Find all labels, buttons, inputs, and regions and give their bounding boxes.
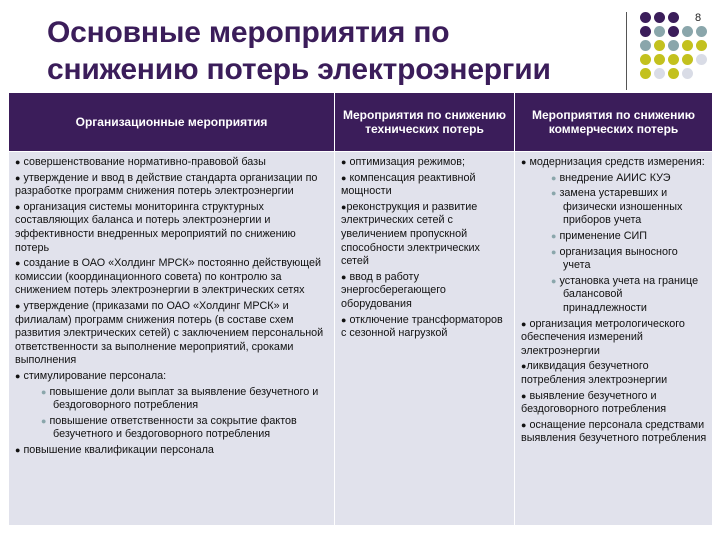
dot-icon <box>654 26 665 37</box>
bullet-icon: ● <box>521 157 527 167</box>
dot-icon <box>640 12 651 23</box>
bullet-icon: ● <box>15 157 21 167</box>
list-item: ● компенсация реактивной мощности <box>341 171 476 198</box>
bullet-icon: ● <box>551 246 557 257</box>
page-number: 8 <box>695 12 702 24</box>
list-item: ● оснащение персонала средствами выявления безучетного потребления <box>521 418 707 445</box>
sub-list-item: ● организация выносного учета <box>551 245 678 272</box>
list-item: ● утверждение и ввод в действие стандарта организации по разработке программ снижения потерь электроэнергии <box>15 171 318 198</box>
list-item: ● отключение трансформаторов с сезонной нагрузкой <box>341 313 503 340</box>
bullet-icon: ● <box>15 201 21 212</box>
bullet-icon: ● <box>341 271 347 282</box>
bullet-icon: ● <box>521 419 527 430</box>
dot-icon <box>682 54 693 65</box>
table-header-row <box>9 93 713 152</box>
list-item: ● организация системы мониторинга структурных составляющих баланса и потерь электроэнергии и эффективности внедренных мероприятий по снижению потерь <box>15 200 296 254</box>
slide-title: Основные мероприятия по снижению потерь электроэнергии <box>47 16 551 86</box>
list-item: ● оптимизация режимов; <box>341 156 466 168</box>
cell-commercial <box>515 152 713 526</box>
dot-icon <box>640 54 651 65</box>
column-header-commercial: Мероприятия по снижению коммерческих потерь <box>515 93 713 152</box>
dot-icon <box>654 54 665 65</box>
list-item: ● повышение квалификации персонала <box>15 443 214 456</box>
bullet-icon: ● <box>341 201 347 212</box>
dot-icon <box>668 40 679 51</box>
dot-icon <box>668 68 679 79</box>
list-item: ● организация метрологического обеспечения измерений электроэнергии <box>521 317 685 357</box>
sub-list-item: ● повышение ответственности за сокрытие фактов безучетного и бездоговорного потребления <box>41 414 297 441</box>
measures-table <box>8 92 713 526</box>
list-item: ● создание в ОАО «Холдинг МРСК» постоянно действующей комиссии (координационного совета) по контролю за снижением потерь электроэнергии в электрических сетях <box>15 257 321 297</box>
bullet-icon: ● <box>341 172 347 183</box>
list-item: ●ликвидация безучетного потребления электроэнергии <box>521 360 668 386</box>
sub-list-item: ● замена устаревших и физически изношенных приборов учета <box>551 187 683 227</box>
list-item: ● модернизация средств измерения: <box>521 156 705 168</box>
list-item: ● совершенствование нормативно-правовой базы <box>15 156 266 168</box>
bullet-icon: ● <box>551 188 557 199</box>
divider-line <box>626 12 627 90</box>
bullet-icon: ● <box>41 386 47 397</box>
bullet-icon: ● <box>521 361 527 372</box>
list-item: ● ввод в работу энергосберегающего оборудования <box>341 270 446 310</box>
sub-list-item: ● применение СИП <box>551 229 648 242</box>
bullet-icon: ● <box>521 318 527 329</box>
bullet-icon: ● <box>41 415 47 426</box>
bullet-icon: ● <box>15 172 21 183</box>
dot-icon <box>640 26 651 37</box>
dot-icon <box>668 54 679 65</box>
sub-list-item: ● внедрение АИИС КУЭ <box>551 171 671 184</box>
bullet-icon: ● <box>15 370 21 381</box>
bullet-icon: ● <box>341 314 347 325</box>
dot-icon <box>640 68 651 79</box>
cell-technical <box>335 152 515 526</box>
sub-list-item: ● повышение доли выплат за выявление безучетного и бездоговорного потребления <box>41 385 319 412</box>
bullet-icon: ● <box>341 157 347 167</box>
dot-icon <box>696 40 707 51</box>
bullet-icon: ● <box>521 390 527 401</box>
list-item: ● выявление безучетного и бездоговорного потребления <box>521 389 667 416</box>
bullet-icon: ● <box>15 444 21 455</box>
dot-icon <box>640 40 651 51</box>
dot-icon <box>668 12 679 23</box>
dot-icon <box>696 26 707 37</box>
column-header-technical: Мероприятия по снижению технических потерь <box>335 93 515 152</box>
bullet-icon: ● <box>15 258 21 269</box>
bullet-icon: ● <box>551 230 557 241</box>
dot-icon <box>682 26 693 37</box>
sub-list-item: ● установка учета на границе балансовой принадлежности <box>551 274 699 314</box>
table-row <box>9 152 713 526</box>
dot-icon <box>696 54 707 65</box>
bullet-icon: ● <box>551 172 557 183</box>
bullet-icon: ● <box>551 275 557 286</box>
list-item: ● стимулирование персонала: <box>15 369 167 382</box>
list-item: ● утверждение (приказами по ОАО «Холдинг МРСК» и филиалам) программ снижения потерь (в составе схем развития электрических сетей) с заключением персональной ответственности за выполнение мероприятий, сроками выполнения <box>15 299 324 367</box>
dot-icon <box>668 26 679 37</box>
bullet-icon: ● <box>15 300 21 311</box>
dot-icon <box>682 40 693 51</box>
cell-organizational <box>9 152 335 526</box>
dot-icon <box>682 68 693 79</box>
dot-icon <box>654 68 665 79</box>
dot-icon <box>654 12 665 23</box>
dot-icon <box>654 40 665 51</box>
column-header-organizational: Организационные мероприятия <box>9 93 335 152</box>
list-item: ●реконструкция и развитие электрических сетей с увеличением пропускной способности электрических сетей <box>341 200 480 268</box>
